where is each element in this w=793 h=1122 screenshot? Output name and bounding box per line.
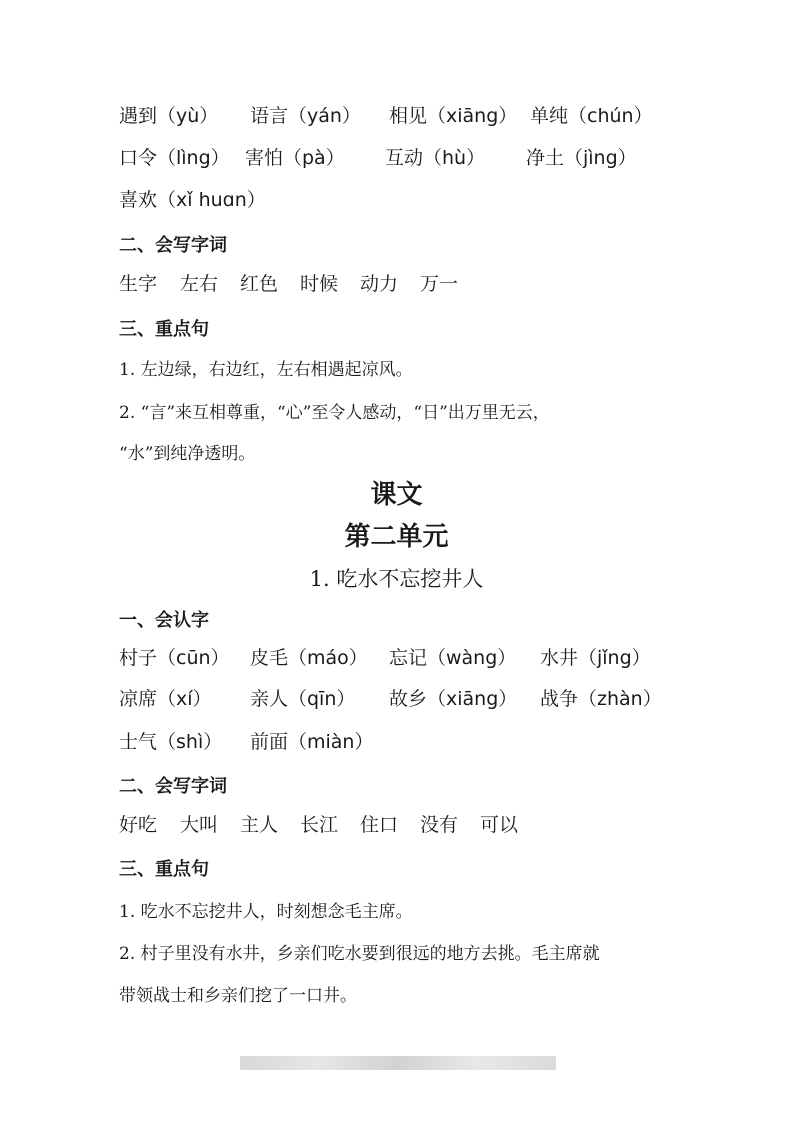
word-item: 故乡（xiāng） bbox=[389, 688, 518, 710]
word-item: 亲人（qīn） bbox=[250, 688, 356, 710]
write-word: 万一 bbox=[420, 273, 459, 295]
unit-title: 第二单元 bbox=[344, 522, 449, 552]
key-sentences-heading: 三、重点句 bbox=[119, 319, 209, 340]
key-sentence-continued: 带领战士和乡亲们挖了一口井。 bbox=[119, 986, 357, 1006]
word-item: 单纯（chún） bbox=[530, 105, 653, 127]
word-item: 凉席（xí） bbox=[119, 688, 212, 710]
write-word: 动力 bbox=[360, 273, 399, 295]
word-item: 互动（hù） bbox=[385, 147, 486, 169]
word-item: 士气（shì） bbox=[119, 731, 223, 753]
write-word: 生字 bbox=[119, 273, 158, 295]
write-word: 可以 bbox=[480, 814, 519, 836]
key-sentence: 1. 左边绿，右边红，左右相遇起凉风。 bbox=[119, 360, 413, 380]
write-word: 左右 bbox=[180, 273, 219, 295]
read-words-heading: 一、会认字 bbox=[119, 610, 209, 631]
write-words-heading: 二、会写字词 bbox=[119, 776, 227, 797]
write-word: 长江 bbox=[300, 814, 339, 836]
section-title: 课文 bbox=[370, 480, 423, 510]
word-item: 口令（lìng） bbox=[119, 147, 230, 169]
write-word: 主人 bbox=[240, 814, 279, 836]
word-item: 喜欢（xǐ huɑn） bbox=[119, 189, 266, 211]
word-item: 遇到（yù） bbox=[119, 105, 219, 127]
word-item: 害怕（pà） bbox=[245, 147, 345, 169]
write-word: 住口 bbox=[360, 814, 399, 836]
key-sentence: 1. 吃水不忘挖井人，时刻想念毛主席。 bbox=[119, 902, 413, 922]
lesson-title: 1. 吃水不忘挖井人 bbox=[309, 567, 484, 591]
write-word: 红色 bbox=[240, 273, 279, 295]
word-item: 忘记（wàng） bbox=[389, 647, 517, 669]
word-item: 皮毛（máo） bbox=[250, 647, 368, 669]
key-sentence: 2. “言”来互相尊重，“心”至令人感动，“日”出万里无云， bbox=[119, 403, 550, 423]
blurred-footer bbox=[240, 1056, 556, 1070]
key-sentence-continued: “水”到纯净透明。 bbox=[119, 444, 256, 464]
word-item: 水井（jǐng） bbox=[540, 647, 651, 669]
word-item: 村子（cūn） bbox=[119, 647, 230, 669]
word-item: 相见（xiāng） bbox=[389, 105, 518, 127]
write-words-heading: 二、会写字词 bbox=[119, 235, 227, 256]
write-word: 好吃 bbox=[119, 814, 158, 836]
write-word: 大叫 bbox=[180, 814, 219, 836]
key-sentence: 2. 村子里没有水井，乡亲们吃水要到很远的地方去挑。毛主席就 bbox=[119, 944, 600, 964]
key-sentences-heading: 三、重点句 bbox=[119, 859, 209, 880]
write-word: 时候 bbox=[300, 273, 339, 295]
word-item: 前面（miàn） bbox=[250, 731, 374, 753]
word-item: 战争（zhàn） bbox=[540, 688, 662, 710]
word-item: 净土（jìng） bbox=[526, 147, 637, 169]
write-word: 没有 bbox=[420, 814, 459, 836]
word-item: 语言（yán） bbox=[250, 105, 361, 127]
